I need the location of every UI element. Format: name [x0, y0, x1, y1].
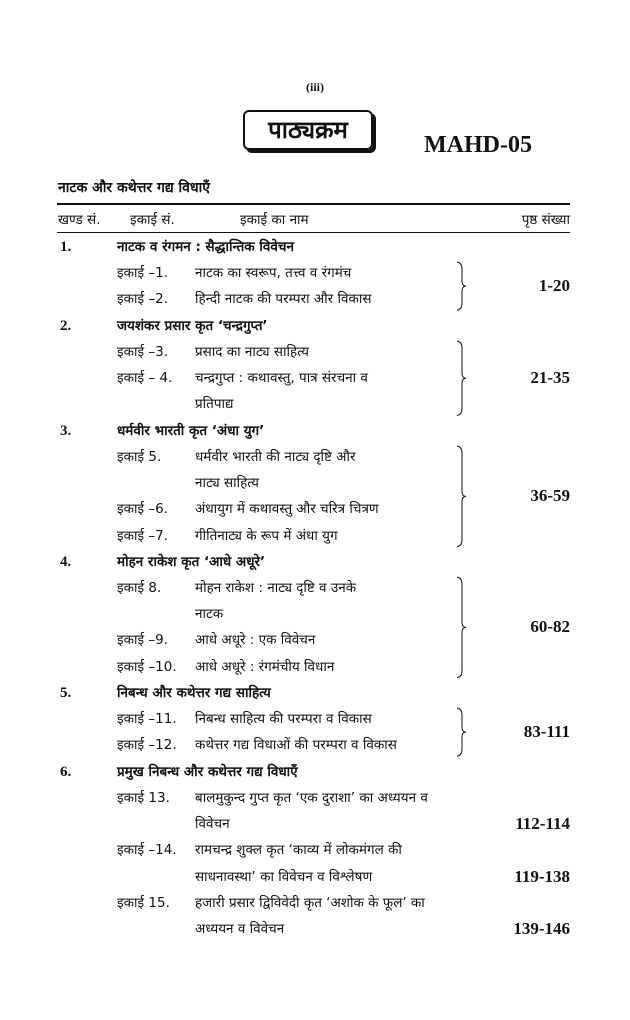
- unit-label: इकाई –1.: [117, 265, 169, 282]
- brace-icon: [455, 707, 469, 757]
- unit-label: इकाई –2.: [117, 291, 169, 308]
- unit-pages: 112-114: [515, 814, 570, 834]
- unit-title: धर्मवीर भारती की नाट्य दृष्टि और: [195, 448, 356, 465]
- divider: [57, 203, 570, 205]
- unit-label: इकाई –10.: [117, 658, 177, 675]
- unit-title: साधनावस्था’ का विवेचन व विश्लेषण: [195, 868, 373, 885]
- unit-label: इकाई 5.: [117, 448, 162, 465]
- unit-label: इकाई –12.: [117, 737, 177, 754]
- unit-title: नाटक: [195, 606, 224, 623]
- divider: [57, 232, 570, 233]
- block-title: मोहन राकेश कृत ‘आधे अधूरे’: [117, 553, 266, 570]
- block-number: 5.: [60, 684, 72, 701]
- unit-title: कथेत्तर गद्य विधाओं की परम्परा व विकास: [195, 737, 397, 754]
- unit-title: अंधायुग में कथावस्तु और चरित्र चित्रण: [195, 501, 379, 518]
- unit-title: नाटक का स्वरूप, तत्त्व व रंगमंच: [195, 265, 352, 282]
- unit-label: इकाई –9.: [117, 632, 169, 649]
- block-title: निबन्ध और कथेत्तर गद्य साहित्य: [117, 684, 271, 701]
- column-header-block: खण्ड सं.: [58, 212, 101, 228]
- block-number: 2.: [60, 317, 72, 334]
- block-pages: 36-59: [530, 486, 570, 506]
- block-pages: 1-20: [538, 276, 570, 296]
- block-pages: 21-35: [530, 368, 570, 388]
- page-title: पाठ्यक्रम: [243, 110, 373, 150]
- unit-title: आधे अधूरे : रंगमंचीय विधान: [195, 658, 335, 675]
- course-name: नाटक और कथेत्तर गद्य विधाएँ: [58, 180, 210, 196]
- unit-title: बालमुकुन्द गुप्त कृत ‘एक दुराशा’ का अध्ययन व: [195, 789, 428, 806]
- unit-label: इकाई –14.: [117, 842, 177, 859]
- column-header-unit: इकाई सं.: [130, 212, 175, 228]
- block-title: जयशंकर प्रसार कृत ‘चन्द्रगुप्त’: [117, 317, 268, 334]
- unit-pages: 139-146: [513, 918, 570, 938]
- unit-pages: 119-138: [514, 866, 570, 886]
- brace-icon: [455, 340, 469, 416]
- unit-title: अध्ययन व विवेचन: [195, 920, 285, 937]
- unit-label: इकाई 8.: [117, 579, 162, 596]
- unit-title: आधे अधूरे : एक विवेचन: [195, 632, 316, 649]
- unit-title: विवेचन: [195, 816, 230, 833]
- unit-title: नाट्य साहित्य: [195, 475, 260, 492]
- column-header-pages: पृष्ठ संख्या: [521, 212, 570, 228]
- block-number: 1.: [60, 239, 72, 255]
- unit-title: हजारी प्रसार द्विविवेदी कृत ‘अशोक के फूल’ का: [195, 894, 425, 911]
- course-code: MAHD-05: [424, 132, 532, 158]
- unit-label: इकाई –11.: [117, 711, 177, 728]
- block-pages: 83-111: [523, 722, 570, 742]
- unit-title: गीतिनाट्य के रूप में अंधा युग: [195, 527, 338, 544]
- page-number: (iii): [306, 80, 324, 94]
- unit-label: इकाई – 4.: [117, 370, 173, 387]
- brace-icon: [455, 445, 469, 548]
- block-title: प्रमुख निबन्ध और कथेत्तर गद्य विधाएँ: [117, 763, 298, 780]
- brace-icon: [455, 576, 469, 679]
- unit-title: निबन्ध साहित्य की परम्परा व विकास: [195, 711, 372, 728]
- unit-title: रामचन्द्र शुक्ल कृत ‘काव्य में लोकमंगल की: [195, 842, 402, 859]
- block-title: धर्मवीर भारती कृत ‘अंधा युग’: [117, 422, 265, 439]
- block-number: 6.: [60, 763, 72, 780]
- unit-title: प्रसाद का नाट्य साहित्य: [195, 343, 309, 360]
- unit-title: मोहन राकेश : नाट्य दृष्टि व उनके: [195, 579, 357, 596]
- block-number: 4.: [60, 553, 72, 570]
- brace-icon: [455, 261, 469, 311]
- unit-title: हिन्दी नाटक की परम्परा और विकास: [195, 291, 372, 308]
- unit-title: प्रतिपाद्य: [195, 396, 234, 413]
- unit-label: इकाई –3.: [117, 343, 169, 360]
- unit-label: इकाई –6.: [117, 501, 169, 518]
- unit-label: इकाई 15.: [117, 894, 170, 911]
- column-header-name: इकाई का नाम: [240, 212, 309, 228]
- unit-label: इकाई 13.: [117, 789, 170, 806]
- unit-title: चन्द्रगुप्त : कथावस्तु, पात्र संरचना व: [195, 370, 368, 387]
- block-number: 3.: [60, 422, 72, 439]
- block-pages: 60-82: [530, 617, 570, 637]
- unit-label: इकाई –7.: [117, 527, 169, 544]
- block-title: नाटक व रंगमन : सैद्धान्तिक विवेचन: [117, 239, 294, 255]
